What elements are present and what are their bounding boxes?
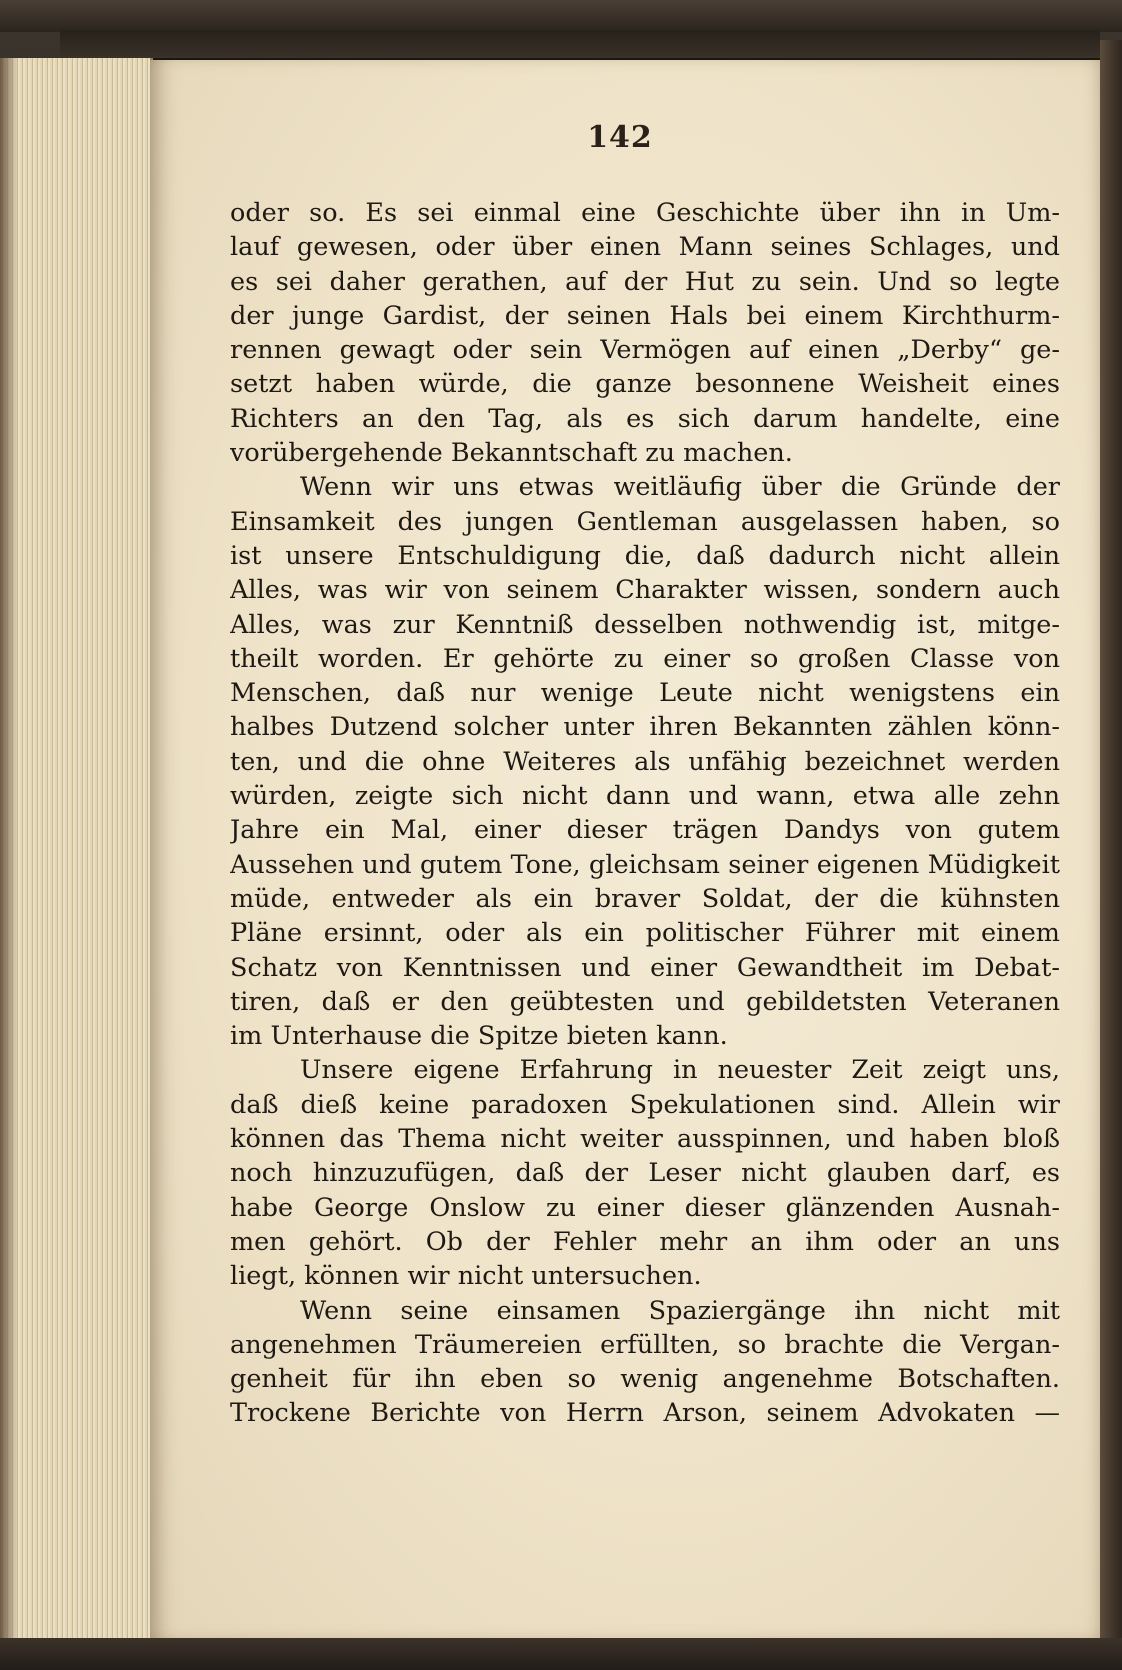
text-line: daß dieß keine paradoxen Spekulationen sind. Allein wir bbox=[230, 1089, 1060, 1120]
text-line: oder so. Es sei einmal eine Geschichte über ihn in Um- bbox=[230, 198, 1060, 228]
text-line: lauf gewesen, oder über einen Mann seines Schlages, und bbox=[230, 232, 1060, 263]
book-cover-top bbox=[0, 0, 1122, 32]
book-cover-bottom bbox=[0, 1638, 1122, 1670]
text-line: ist unsere Entschuldigung die, daß dadurch nicht allein bbox=[230, 540, 1060, 571]
text-line: habe George Onslow zu einer dieser glänzenden Ausnah- bbox=[230, 1192, 1060, 1223]
text-line: Aussehen und gutem Tone, gleichsam seiner eigenen Müdigkeit bbox=[230, 849, 1060, 880]
text-line: es sei daher gerathen, auf der Hut zu sein. Und so legte bbox=[230, 266, 1060, 297]
text-line: theilt worden. Er gehörte zu einer so großen Classe von bbox=[230, 643, 1060, 674]
text-line: Wenn seine einsamen Spaziergänge ihn nicht mit bbox=[300, 1295, 1060, 1326]
text-line: Richters an den Tag, als es sich darum handelte, eine bbox=[230, 403, 1060, 434]
text-line: noch hinzuzufügen, daß der Leser nicht glauben darf, es bbox=[230, 1158, 1060, 1189]
text-line: Einsamkeit des jungen Gentleman ausgelassen haben, so bbox=[230, 506, 1060, 537]
text-line: Unsere eigene Erfahrung in neuester Zeit zeigt uns, bbox=[300, 1055, 1060, 1086]
text-line: Alles, was wir von seinem Charakter wissen, sondern auch bbox=[230, 575, 1060, 606]
book-spine-band bbox=[60, 30, 1100, 60]
text-line: im Unterhause die Spitze bieten kann. bbox=[230, 1021, 728, 1052]
text-line: men gehört. Ob der Fehler mehr an ihm oder an uns bbox=[230, 1226, 1060, 1257]
text-line: können das Thema nicht weiter ausspinnen, und haben bloß bbox=[230, 1124, 1060, 1155]
text-line: liegt, können wir nicht untersuchen. bbox=[230, 1261, 702, 1292]
page-stack-shadow bbox=[0, 58, 18, 1638]
text-line: der junge Gardist, der seinen Hals bei einem Kirchthurm- bbox=[230, 300, 1060, 331]
book-cover-right bbox=[1100, 40, 1122, 1640]
text-line: Trockene Berichte von Herrn Arson, seinem Advokaten — bbox=[230, 1398, 1060, 1429]
text-line: müde, entweder als ein braver Soldat, der die kühnsten bbox=[230, 883, 1060, 914]
text-line: Pläne ersinnt, oder als ein politischer Führer mit einem bbox=[230, 918, 1060, 949]
text-line: Alles, was zur Kenntniß desselben nothwendig ist, mitge- bbox=[230, 609, 1060, 640]
text-line: angenehmen Träumereien erfüllten, so brachte die Vergan- bbox=[230, 1329, 1060, 1360]
text-line: Menschen, daß nur wenige Leute nicht wenigstens ein bbox=[230, 678, 1060, 709]
text-line: rennen gewagt oder sein Vermögen auf einen „Derby“ ge- bbox=[230, 335, 1060, 366]
text-line: ten, und die ohne Weiteres als unfähig bezeichnet werden bbox=[230, 746, 1060, 777]
text-line: würden, zeigte sich nicht dann und wann, etwa alle zehn bbox=[230, 781, 1060, 812]
text-line: Schatz von Kenntnissen und einer Gewandtheit im Debat- bbox=[230, 952, 1060, 983]
text-line: genheit für ihn eben so wenig angenehme Botschaften. bbox=[230, 1364, 1060, 1395]
text-line: tiren, daß er den geübtesten und gebildetsten Veteranen bbox=[230, 986, 1060, 1017]
page-number: 142 bbox=[587, 120, 653, 155]
text-line: halbes Dutzend solcher unter ihren Bekannten zählen könn- bbox=[230, 712, 1060, 743]
text-line: Jahre ein Mal, einer dieser trägen Dandys von gutem bbox=[230, 815, 1060, 846]
text-line: vorübergehende Bekanntschaft zu machen. bbox=[230, 438, 793, 469]
page-text bbox=[230, 196, 1060, 1431]
text-line: setzt haben würde, die ganze besonnene Weisheit eines bbox=[230, 369, 1060, 400]
text-line: Wenn wir uns etwas weitläufig über die Gründe der bbox=[300, 472, 1060, 503]
page-stack-edge bbox=[0, 58, 153, 1638]
